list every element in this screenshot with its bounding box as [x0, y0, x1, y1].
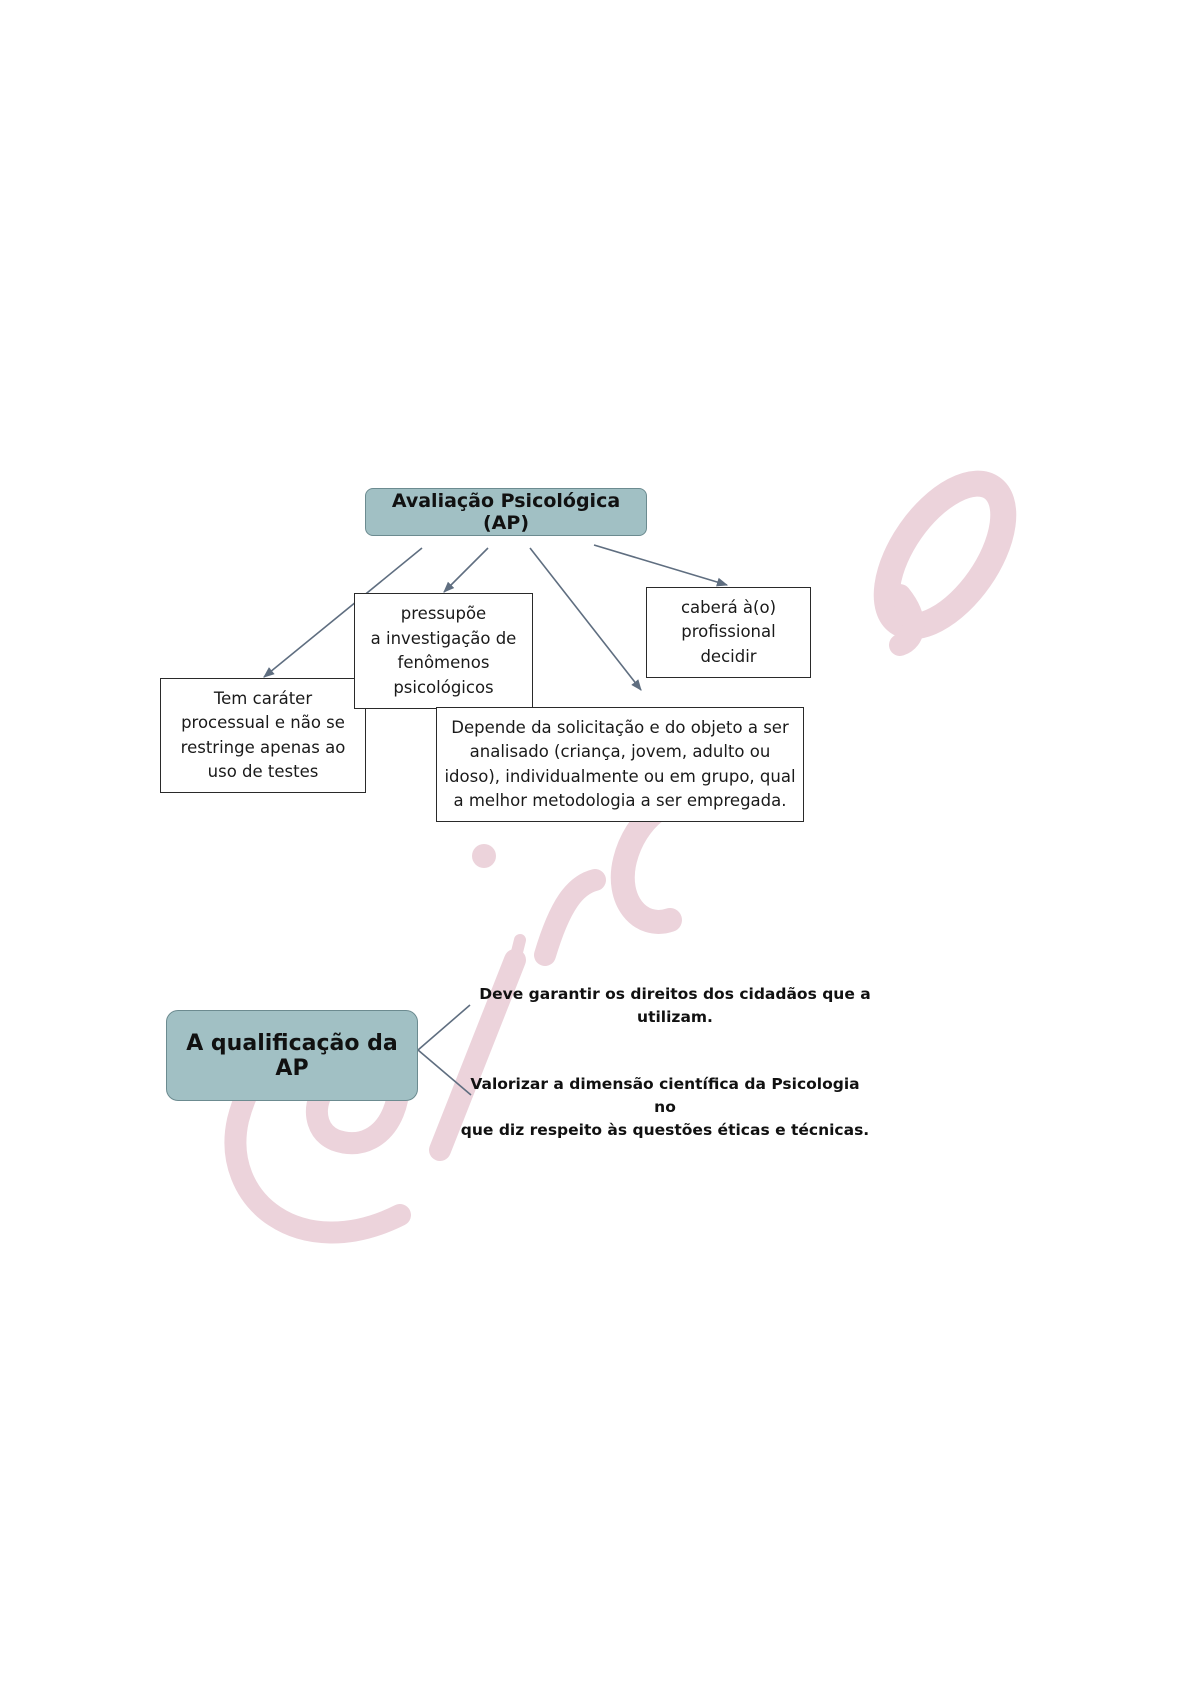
node-pressupoe-text: pressupõe a investigação de fenômenos psicológicos — [370, 604, 517, 697]
node-cabera — [646, 587, 811, 678]
branch-direitos: Deve garantir os direitos dos cidadãos que a utilizam. — [479, 985, 871, 1026]
node-pressupoe — [354, 593, 533, 709]
watermark-o — [864, 464, 1027, 647]
node-processual-text: Tem caráter processual e não se restringe apenas ao uso de testes — [180, 688, 346, 781]
node-cabera-text: caberá à(o) profissional decidir — [680, 597, 777, 666]
watermark-tail — [900, 595, 913, 645]
watermark-i — [545, 880, 595, 955]
watermark-dot — [472, 844, 496, 868]
node-processual — [160, 678, 366, 793]
diagram2-title: A qualificação da AP — [186, 1030, 398, 1081]
node-depende-text: Depende da solicitação e do objeto a ser analisado (criança, jovem, adulto ou idoso), individualmente ou em grupo, qual a melhor metodologia a ser empregada. — [444, 717, 796, 810]
node-depende — [436, 707, 804, 822]
diagram1-title-box — [365, 488, 647, 536]
diagram1-title: Avaliação Psicológica (AP) — [391, 490, 621, 534]
branch-cientifica: Valorizar a dimensão científica da Psicologia no que diz respeito às questões éticas e técnicas. — [460, 1075, 870, 1139]
diagram2-title-box — [166, 1010, 418, 1101]
watermark-stroke-2 — [515, 940, 520, 960]
